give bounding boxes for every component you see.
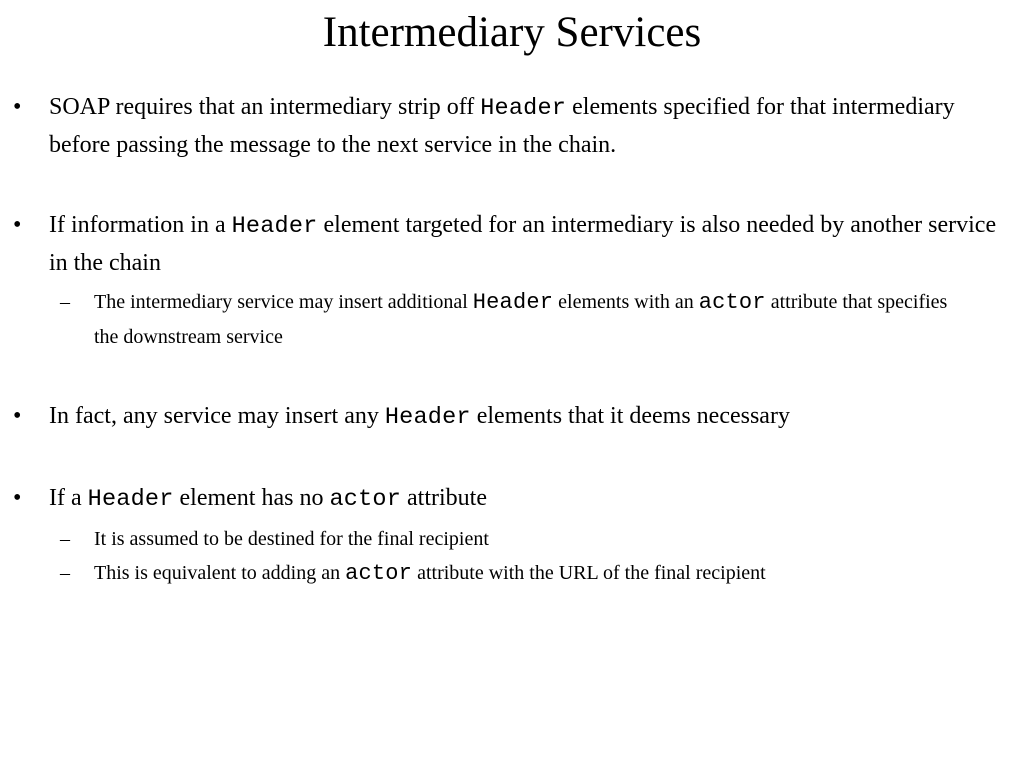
sub-bullet-item xyxy=(49,285,1004,354)
code-term: actor xyxy=(698,290,766,315)
sub-bullet-text: It is assumed to be destined for the final recipient xyxy=(94,528,489,550)
bullet-text: If information in a xyxy=(49,212,232,238)
bullet-text: attribute xyxy=(401,485,487,511)
sub-bullet-marker: – xyxy=(60,562,70,584)
sub-bullet-text: This is equivalent to adding an xyxy=(94,562,346,584)
bullet-marker: • xyxy=(13,212,22,238)
bullet-item xyxy=(0,480,1024,591)
bullet-text: If a xyxy=(49,485,88,511)
code-term: Header xyxy=(87,486,174,513)
bullet-text: element targeted for an intermediary is also needed by another service in the chain xyxy=(49,212,997,276)
bullet-marker: • xyxy=(13,94,22,120)
bullet-marker: • xyxy=(13,403,22,429)
sub-bullet-text: attribute with the URL of the final recipient xyxy=(412,562,766,584)
sub-bullet-item xyxy=(49,522,1004,556)
sub-bullet-text: elements with an xyxy=(553,291,699,313)
bullet-item xyxy=(0,207,1024,354)
code-term: Header xyxy=(231,213,318,240)
bullet-marker: • xyxy=(13,485,22,511)
bullet-list xyxy=(0,89,1024,591)
code-term: Header xyxy=(480,95,567,122)
sub-bullet-list xyxy=(49,285,1004,354)
code-term: actor xyxy=(345,561,413,586)
sub-bullet-item xyxy=(49,556,1004,591)
code-term: actor xyxy=(329,486,402,513)
bullet-text: In fact, any service may insert any xyxy=(49,403,385,429)
slide-title: Intermediary Services xyxy=(322,9,702,56)
sub-bullet-text: The intermediary service may insert additional xyxy=(94,291,473,313)
code-term: Header xyxy=(472,290,554,315)
code-term: Header xyxy=(384,404,471,431)
bullet-item xyxy=(0,89,1024,163)
spacer xyxy=(0,163,1024,207)
sub-bullet-marker: – xyxy=(60,291,70,313)
spacer xyxy=(0,354,1024,398)
bullet-text: element has no xyxy=(173,485,330,511)
bullet-text: SOAP requires that an intermediary strip off xyxy=(49,94,481,120)
bullet-text: elements that it deems necessary xyxy=(470,403,790,429)
sub-bullet-marker: – xyxy=(60,528,70,550)
bullet-text: elements specified for that intermediary before passing the message to the next service in the chain. xyxy=(49,94,955,158)
bullet-item xyxy=(0,398,1024,436)
sub-bullet-list xyxy=(49,522,1004,591)
spacer xyxy=(0,436,1024,480)
sub-bullet-text: attribute that specifies the downstream service xyxy=(94,291,948,348)
